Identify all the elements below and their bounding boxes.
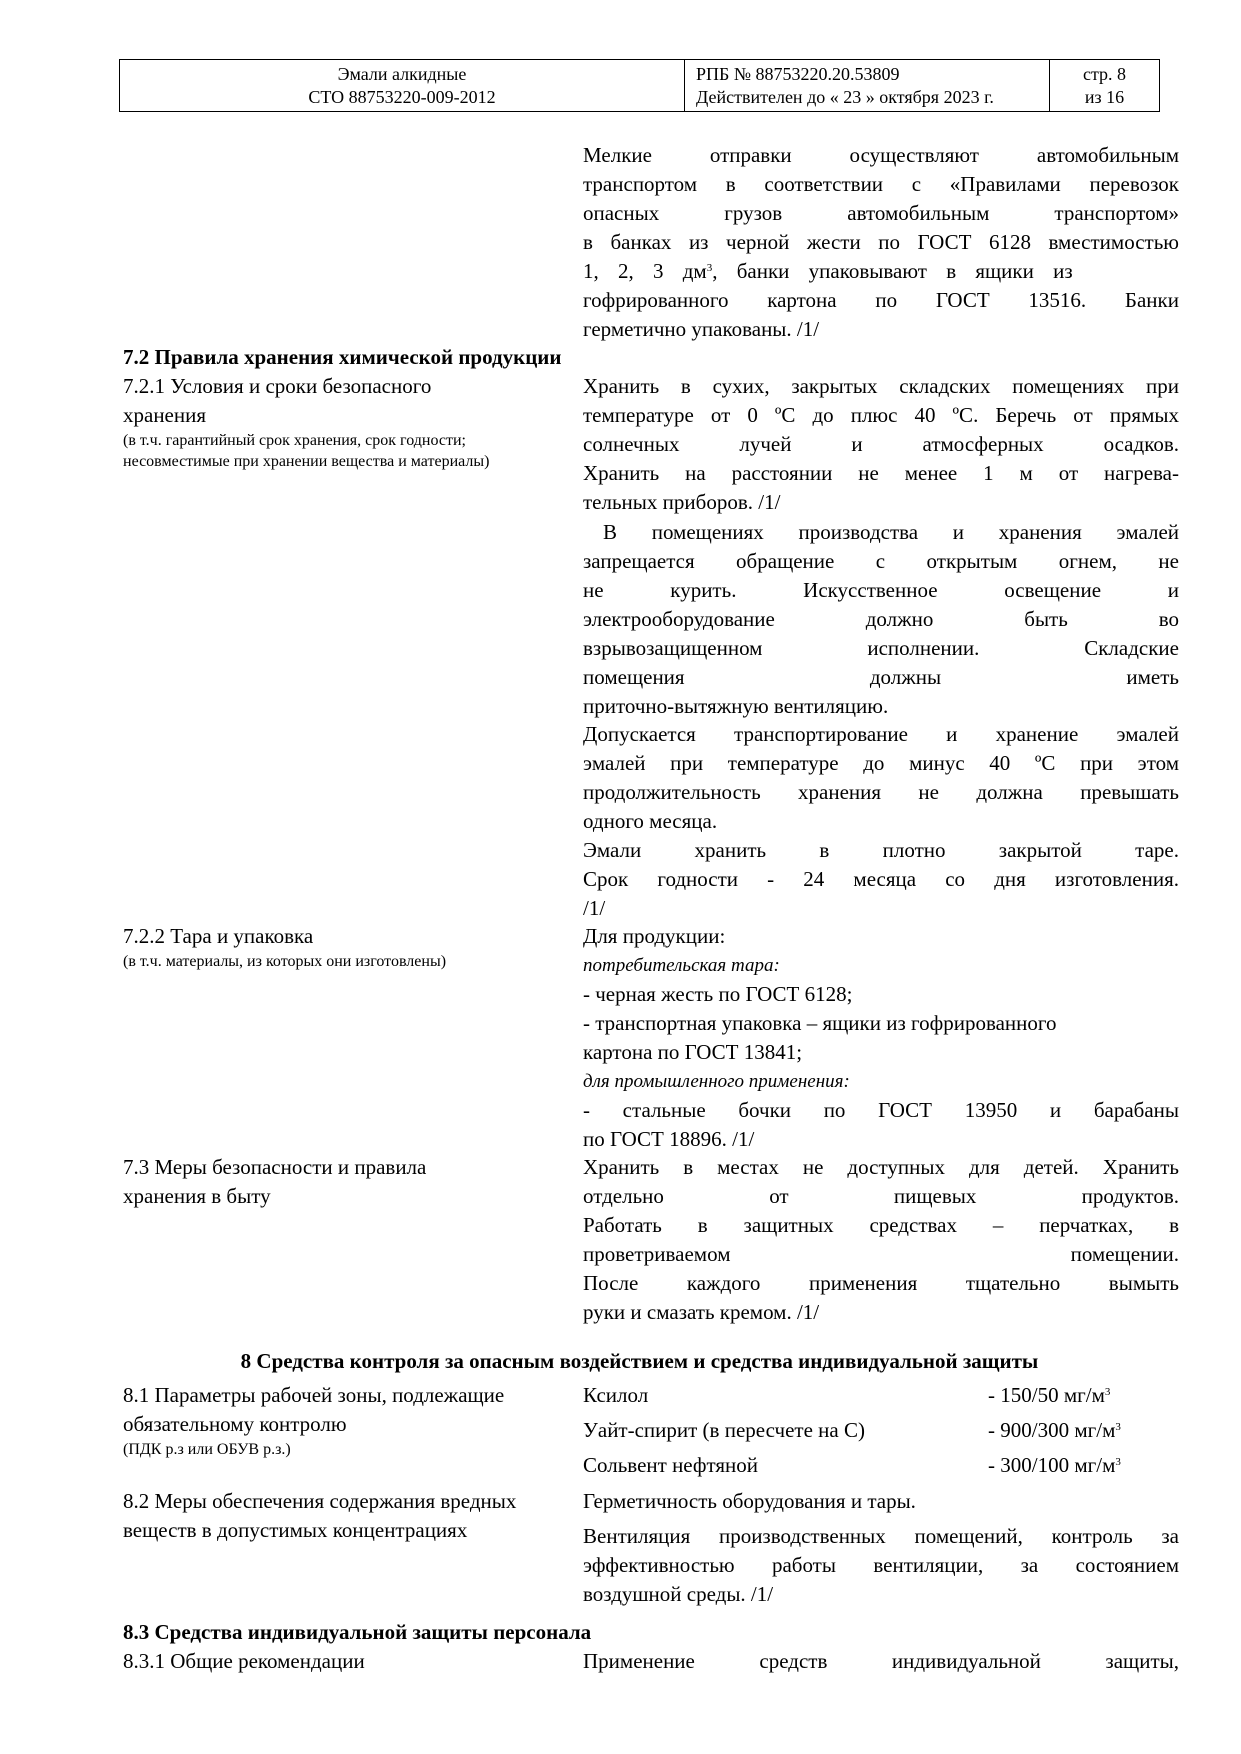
concentration-measures xyxy=(583,1487,1179,1609)
substance-limit: - 150/50 мг/м xyxy=(988,1383,1105,1407)
text-line: опасных грузов автомобильным транспортом» xyxy=(583,201,1179,225)
section-8-3-1-label: 8.3.1 Общие рекомендации xyxy=(123,1649,365,1673)
text-line: Для продукции: xyxy=(583,924,726,948)
text-line: Применение средств индивидуальной защиты, xyxy=(583,1649,1179,1673)
text-line: помещения должны иметь xyxy=(583,665,1179,689)
text-line: Вентиляция производственных помещений, контроль за xyxy=(583,1524,1179,1548)
text-line: эмалей при температуре до минус 40 ºС при этом xyxy=(583,751,1179,775)
text-line: эффективностью работы вентиляции, за состоянием xyxy=(583,1553,1179,1577)
list-item: - транспортная упаковка – ящики из гофрированного xyxy=(583,1011,1057,1035)
label-text: 8.1 Параметры рабочей зоны, подлежащие обязательному контролю xyxy=(123,1383,505,1436)
text-line: воздушной среды. /1/ xyxy=(583,1582,774,1606)
text-line: отдельно от пищевых продуктов. xyxy=(583,1184,1179,1208)
section-7-2-1-label xyxy=(123,372,563,472)
header-table xyxy=(119,59,1160,112)
text-line: Мелкие отправки осуществляют автомобильным xyxy=(583,143,1179,167)
section-8-3-title: 8.3 Средства индивидуальной защиты персонала xyxy=(123,1620,592,1644)
household-safety xyxy=(583,1153,1179,1327)
section-7-2-2-label xyxy=(123,922,563,972)
text-line xyxy=(583,257,1179,286)
substance-name: Уайт-спирит (в пересчете на С) xyxy=(583,1418,865,1442)
substance-row xyxy=(583,1451,1179,1480)
storage-conditions-p4 xyxy=(583,836,1179,923)
product-name: Эмали алкидные xyxy=(337,63,467,84)
substance-limit: - 900/300 мг/м xyxy=(988,1418,1116,1442)
text-fragment: 1, 2, 3 дм xyxy=(583,259,707,283)
industrial-packaging-heading: для промышленного применения: xyxy=(583,1071,850,1092)
superscript: 3 xyxy=(1115,1456,1121,1468)
label-note: (в т.ч. материалы, из которых они изготовлены) xyxy=(123,953,447,970)
text-line: в банках из черной жести по ГОСТ 6128 вместимостью xyxy=(583,230,1179,254)
standard-number: СТО 88753220-009-2012 xyxy=(308,86,496,107)
general-recommendations xyxy=(583,1647,1179,1676)
storage-conditions-p2 xyxy=(583,518,1179,721)
superscript: 3 xyxy=(1104,1386,1111,1398)
section-7-2-title: 7.2 Правила хранения химической продукции xyxy=(123,345,562,369)
rpb-number: РПБ № 88753220.20.53809 xyxy=(696,63,900,84)
substance-row xyxy=(583,1381,1179,1410)
text-line: Герметичность оборудования и тары. xyxy=(583,1489,916,1513)
text-line: температуре от 0 ºС до плюс 40 ºС. Беречь от прямых xyxy=(583,403,1179,427)
text-line: После каждого применения тщательно вымыть xyxy=(583,1271,1179,1295)
text-line: герметично упакованы. /1/ xyxy=(583,317,820,341)
text-line: электрооборудование должно быть во xyxy=(583,607,1179,631)
text-line: запрещается обращение с открытым огнем, не xyxy=(583,549,1179,573)
text-line: гофрированного картона по ГОСТ 13516. Банки xyxy=(583,288,1179,312)
page-total: из 16 xyxy=(1084,86,1125,107)
section-8-2-label: 8.2 Меры обеспечения содержания вредных веществ в допустимых концентрациях xyxy=(123,1489,517,1542)
text-line: проветриваемом помещении. xyxy=(583,1242,1179,1266)
label-text: 7.2.2 Тара и упаковка xyxy=(123,924,314,948)
exposure-limits xyxy=(583,1381,1179,1480)
section-8-1-label xyxy=(123,1381,563,1460)
section-7-3-label: 7.3 Меры безопасности и правила хранения в быту xyxy=(123,1155,427,1208)
substance-row xyxy=(583,1416,1179,1445)
section-8-title: 8 Средства контроля за опасным воздействием и средства индивидуальной защиты xyxy=(240,1349,1039,1373)
text-line: /1/ xyxy=(583,896,606,920)
text-line: В помещениях производства и хранения эмалей xyxy=(603,520,1179,544)
text-line: приточно-вытяжную вентиляцию. xyxy=(583,694,889,718)
list-item: - черная жесть по ГОСТ 6128; xyxy=(583,982,853,1006)
text-line: взрывозащищенном исполнении. Складские xyxy=(583,636,1179,660)
substance-name: Сольвент нефтяной xyxy=(583,1453,759,1477)
header-product-cell xyxy=(120,60,685,111)
text-line: Работать в защитных средствах – перчатках, в xyxy=(583,1213,1179,1237)
text-line: продолжительность хранения не должна превышать xyxy=(583,780,1179,804)
substance-limit: - 300/100 мг/м xyxy=(988,1453,1116,1477)
storage-conditions-p1 xyxy=(583,372,1179,517)
text-line: одного месяца. xyxy=(583,809,718,833)
label-note: (ПДК р.з или ОБУВ р.з.) xyxy=(123,1441,291,1458)
text-line: транспортом в соответствии с «Правилами перевозок xyxy=(583,172,1179,196)
label-text: 7.2.1 Условия и сроки безопасного хранения xyxy=(123,374,432,427)
text-line: солнечных лучей и атмосферных осадков. xyxy=(583,432,1179,456)
text-line: не курить. Искусственное освещение и xyxy=(583,578,1179,602)
text-line: Эмали хранить в плотно закрытой таре. xyxy=(583,838,1179,862)
text-line: руки и смазать кремом. /1/ xyxy=(583,1300,820,1324)
superscript: 3 xyxy=(1115,1421,1121,1433)
text-line: Хранить в местах не доступных для детей. Хранить xyxy=(583,1155,1179,1179)
label-note: (в т.ч. гарантийный срок хранения, срок годности; несовместимые при хранении вещества и материалы) xyxy=(123,432,490,470)
text-line: Срок годности - 24 месяца со дня изготовления. xyxy=(583,867,1179,891)
header-rpb-cell xyxy=(685,60,1050,111)
header-page-cell xyxy=(1050,60,1159,111)
transport-paragraph xyxy=(583,141,1179,344)
text-line: Допускается транспортирование и хранение эмалей xyxy=(583,722,1179,746)
storage-conditions-p3 xyxy=(583,720,1179,836)
text-line: Хранить на расстоянии не менее 1 м от нагрева- xyxy=(583,461,1179,485)
list-item: по ГОСТ 18896. /1/ xyxy=(583,1127,755,1151)
text-line: Хранить в сухих, закрытых складских помещениях при xyxy=(583,374,1179,398)
substance-name: Ксилол xyxy=(583,1383,649,1407)
consumer-packaging-heading: потребительская тара: xyxy=(583,955,780,976)
text-line: тельных приборов. /1/ xyxy=(583,490,781,514)
text-fragment: , банки упаковывают в ящики из xyxy=(712,259,1073,283)
page-number: стр. 8 xyxy=(1082,63,1127,84)
valid-until: Действителен до « 23 » октября 2023 г. xyxy=(696,86,994,107)
superscript: 3 xyxy=(706,262,713,274)
list-item: картона по ГОСТ 13841; xyxy=(583,1040,803,1064)
packaging-list xyxy=(583,922,1179,1154)
list-item: - стальные бочки по ГОСТ 13950 и барабаны xyxy=(583,1098,1179,1122)
